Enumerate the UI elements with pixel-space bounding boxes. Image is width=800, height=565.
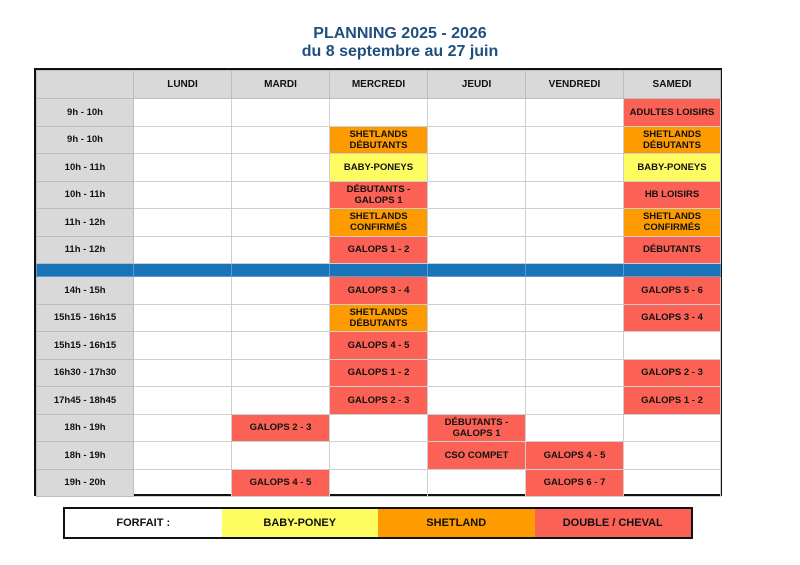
time-slot: 15h15 - 16h15 (37, 332, 134, 360)
schedule-row (37, 442, 721, 470)
lesson-cell: GALOPS 1 - 2 (330, 359, 428, 387)
empty-cell (526, 181, 624, 209)
empty-cell (428, 181, 526, 209)
lesson-cell: SHETLANDS DÉBUTANTS (624, 126, 721, 154)
time-slot: 9h - 10h (37, 126, 134, 154)
time-slot: 10h - 11h (37, 181, 134, 209)
empty-cell (330, 414, 428, 442)
empty-cell (624, 332, 721, 360)
legend-baby-poney: BABY-PONEY (222, 509, 379, 537)
day-header-mardi: MARDI (232, 71, 330, 99)
page-subtitle: du 8 septembre au 27 juin (301, 43, 499, 60)
lesson-cell: GALOPS 4 - 5 (232, 469, 330, 497)
day-header-vendredi: VENDREDI (526, 71, 624, 99)
empty-cell (134, 359, 232, 387)
lesson-cell: BABY-PONEYS (624, 154, 721, 182)
lesson-cell: GALOPS 1 - 2 (330, 236, 428, 264)
lesson-cell: GALOPS 6 - 7 (526, 469, 624, 497)
lesson-cell: DÉBUTANTS - GALOPS 1 (330, 181, 428, 209)
schedule-row (37, 154, 721, 182)
empty-cell (526, 304, 624, 332)
lesson-cell: GALOPS 2 - 3 (624, 359, 721, 387)
schedule-row (37, 99, 721, 127)
empty-cell (232, 209, 330, 237)
empty-cell (134, 99, 232, 127)
legend-double-cheval: DOUBLE / CHEVAL (535, 509, 692, 537)
lesson-cell: DÉBUTANTS (624, 236, 721, 264)
schedule-row (37, 126, 721, 154)
time-slot: 19h - 20h (37, 469, 134, 497)
empty-cell (428, 304, 526, 332)
break-cell (37, 264, 134, 277)
lesson-cell: CSO COMPET (428, 442, 526, 470)
break-cell (232, 264, 330, 277)
empty-cell (134, 277, 232, 305)
day-header-mercredi: MERCREDI (330, 71, 428, 99)
empty-cell (232, 359, 330, 387)
lesson-cell: GALOPS 1 - 2 (624, 387, 721, 415)
empty-cell (232, 332, 330, 360)
empty-cell (232, 154, 330, 182)
lesson-cell: SHETLANDS CONFIRMÉS (624, 209, 721, 237)
empty-cell (134, 209, 232, 237)
empty-cell (232, 99, 330, 127)
schedule-table (36, 70, 721, 497)
schedule-row (37, 181, 721, 209)
empty-cell (428, 209, 526, 237)
time-slot: 18h - 19h (37, 414, 134, 442)
time-slot: 9h - 10h (37, 99, 134, 127)
empty-cell (428, 332, 526, 360)
empty-cell (134, 154, 232, 182)
empty-cell (232, 181, 330, 209)
empty-cell (526, 387, 624, 415)
time-slot: 14h - 15h (37, 277, 134, 305)
empty-cell (526, 209, 624, 237)
empty-cell (428, 126, 526, 154)
corner-cell (37, 71, 134, 99)
break-cell (624, 264, 721, 277)
empty-cell (232, 236, 330, 264)
empty-cell (232, 387, 330, 415)
schedule-row (37, 469, 721, 497)
empty-cell (526, 236, 624, 264)
lesson-cell: SHETLANDS CONFIRMÉS (330, 209, 428, 237)
schedule-row (37, 209, 721, 237)
page-title: PLANNING 2025 - 2026 (313, 25, 487, 42)
lunch-break-bar (37, 264, 721, 277)
empty-cell (134, 442, 232, 470)
empty-cell (428, 154, 526, 182)
empty-cell (134, 469, 232, 497)
empty-cell (428, 469, 526, 497)
empty-cell (232, 304, 330, 332)
schedule-row (37, 414, 721, 442)
empty-cell (134, 304, 232, 332)
empty-cell (526, 126, 624, 154)
empty-cell (526, 154, 624, 182)
empty-cell (428, 359, 526, 387)
lesson-cell: GALOPS 2 - 3 (330, 387, 428, 415)
legend (63, 507, 693, 539)
legend-shetland: SHETLAND (378, 509, 535, 537)
lesson-cell: SHETLANDS DÉBUTANTS (330, 126, 428, 154)
empty-cell (526, 414, 624, 442)
break-cell (134, 264, 232, 277)
time-slot: 18h - 19h (37, 442, 134, 470)
empty-cell (134, 126, 232, 154)
lesson-cell: GALOPS 2 - 3 (232, 414, 330, 442)
empty-cell (232, 277, 330, 305)
empty-cell (624, 469, 721, 497)
lesson-cell: GALOPS 4 - 5 (526, 442, 624, 470)
empty-cell (134, 414, 232, 442)
empty-cell (134, 387, 232, 415)
lesson-cell: DÉBUTANTS - GALOPS 1 (428, 414, 526, 442)
empty-cell (232, 126, 330, 154)
empty-cell (428, 99, 526, 127)
empty-cell (428, 277, 526, 305)
empty-cell (526, 359, 624, 387)
lesson-cell: GALOPS 3 - 4 (624, 304, 721, 332)
lesson-cell: BABY-PONEYS (330, 154, 428, 182)
empty-cell (330, 442, 428, 470)
empty-cell (624, 414, 721, 442)
schedule-row (37, 236, 721, 264)
schedule-grid (34, 68, 722, 496)
empty-cell (624, 442, 721, 470)
empty-cell (330, 99, 428, 127)
empty-cell (232, 442, 330, 470)
schedule-row (37, 304, 721, 332)
schedule-row (37, 387, 721, 415)
empty-cell (526, 277, 624, 305)
time-slot: 11h - 12h (37, 236, 134, 264)
empty-cell (134, 236, 232, 264)
lesson-cell: GALOPS 5 - 6 (624, 277, 721, 305)
time-slot: 10h - 11h (37, 154, 134, 182)
empty-cell (330, 469, 428, 497)
lesson-cell: HB LOISIRS (624, 181, 721, 209)
legend-label: FORFAIT : (65, 509, 222, 537)
break-cell (330, 264, 428, 277)
lesson-cell: ADULTES LOISIRS (624, 99, 721, 127)
empty-cell (526, 99, 624, 127)
break-cell (526, 264, 624, 277)
day-header-jeudi: JEUDI (428, 71, 526, 99)
time-slot: 17h45 - 18h45 (37, 387, 134, 415)
empty-cell (134, 181, 232, 209)
break-cell (428, 264, 526, 277)
schedule-row (37, 359, 721, 387)
lesson-cell: GALOPS 4 - 5 (330, 332, 428, 360)
day-header-samedi: SAMEDI (624, 71, 721, 99)
time-slot: 11h - 12h (37, 209, 134, 237)
empty-cell (526, 332, 624, 360)
day-header-lundi: LUNDI (134, 71, 232, 99)
lesson-cell: SHETLANDS DÉBUTANTS (330, 304, 428, 332)
lesson-cell: GALOPS 3 - 4 (330, 277, 428, 305)
empty-cell (428, 236, 526, 264)
time-slot: 15h15 - 16h15 (37, 304, 134, 332)
schedule-row (37, 332, 721, 360)
day-header-row (37, 71, 721, 99)
time-slot: 16h30 - 17h30 (37, 359, 134, 387)
empty-cell (134, 332, 232, 360)
empty-cell (428, 387, 526, 415)
schedule-row (37, 277, 721, 305)
